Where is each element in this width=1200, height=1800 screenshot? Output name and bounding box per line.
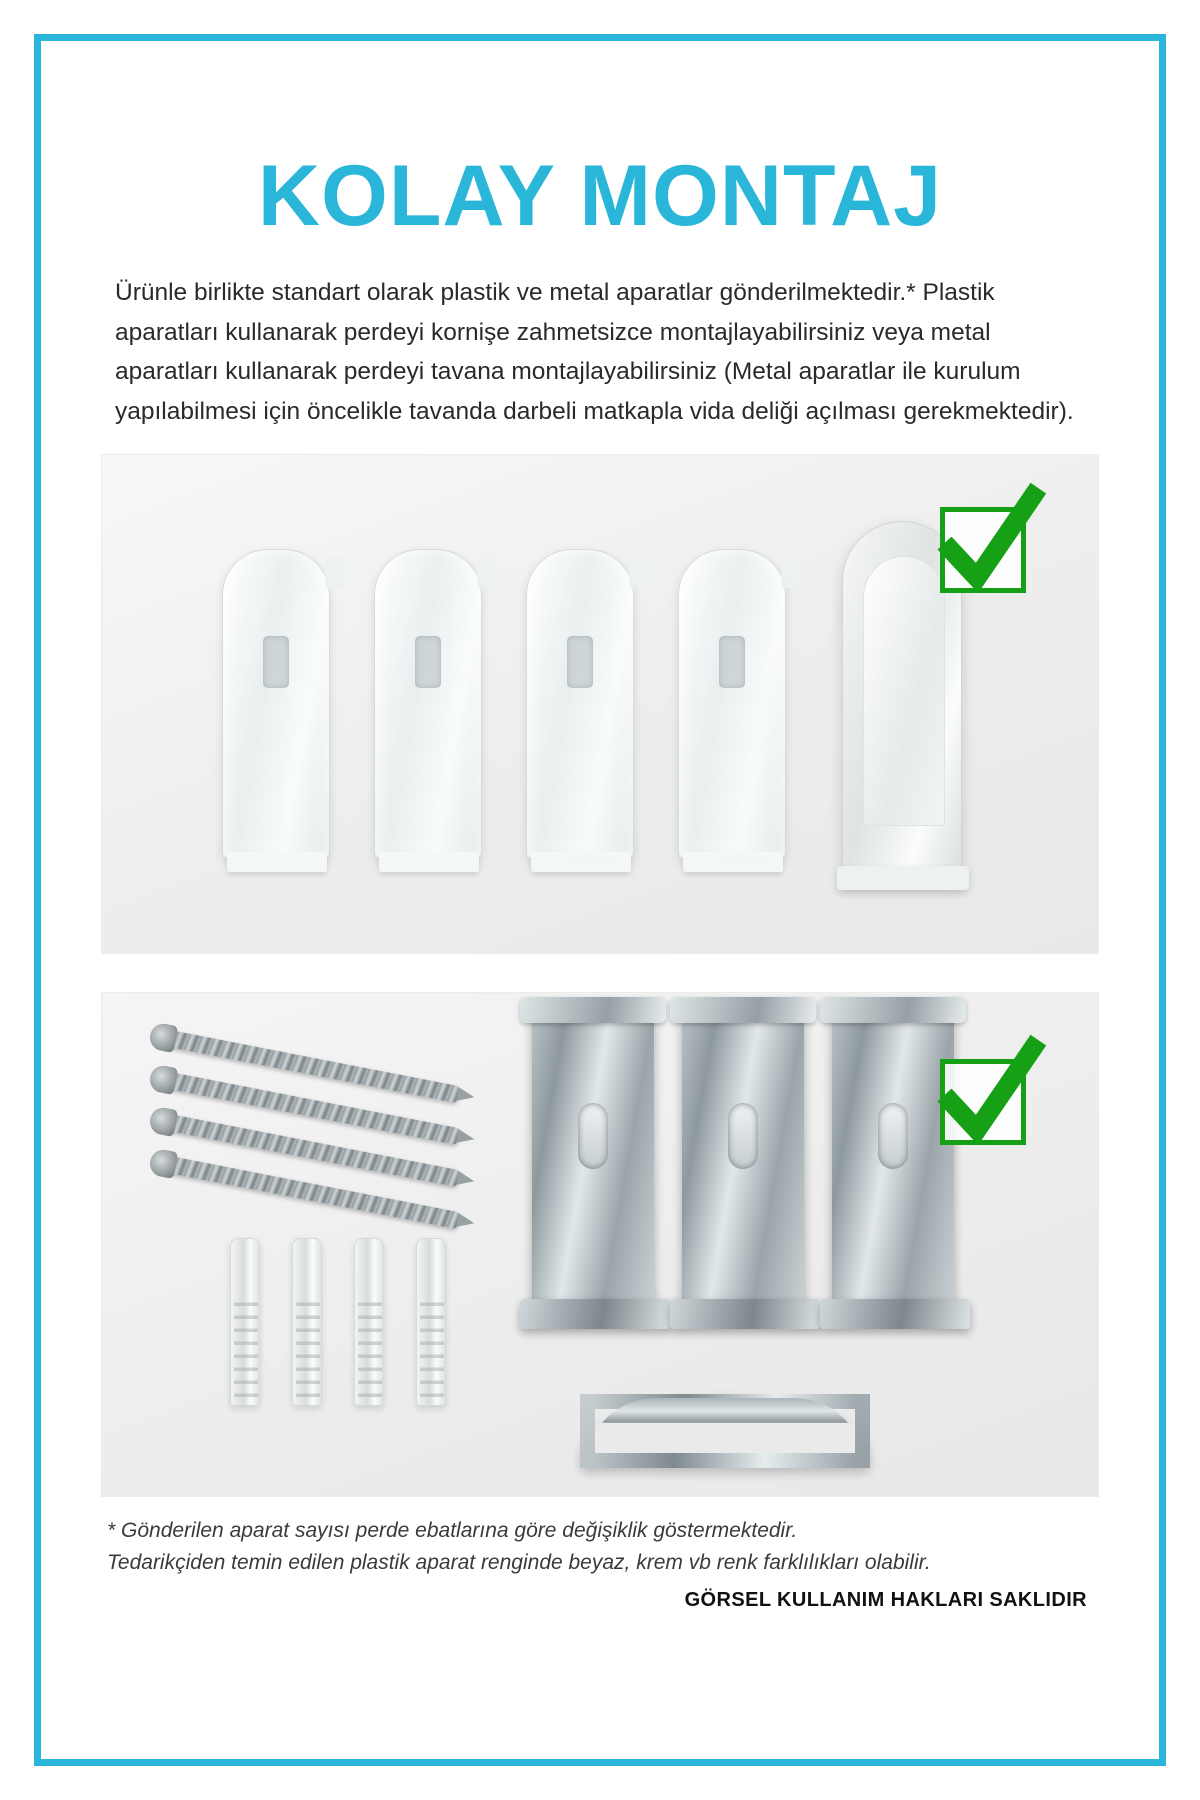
metal-bracket [682, 1011, 804, 1311]
plastic-clip [678, 549, 786, 859]
wall-plug [354, 1238, 384, 1406]
footnote-line-1: * Gönderilen aparat sayısı perde ebatlarına göre değişiklik göstermektedir. [107, 1518, 798, 1542]
metal-bracket [532, 1011, 654, 1311]
page-title: KOLAY MONTAJ [257, 148, 943, 244]
plastic-clip [222, 549, 330, 859]
plastic-parts-photo [101, 454, 1099, 954]
poster-frame [34, 34, 1166, 1766]
footnote-line-2: Tedarikçiden temin edilen plastik aparat renginde beyaz, krem vb renk farklılıkları olabilir. [107, 1550, 931, 1574]
wall-plug [230, 1238, 260, 1406]
metal-parts-photo [101, 992, 1099, 1497]
intro-paragraph: Ürünle birlikte standart olarak plastik ve metal aparatlar gönderilmektedir.* Plastik aparatları kullanarak perdeyi kornişe zahmetsizce montajlayabilirsiniz veya metal aparatları kullanarak perdeyi tavana montajlayabilirsiniz (Metal aparatlar ile kurulum yapılabilmesi için öncelikle tavanda darbeli matkapla vida deliği açılması gerekmektedir). [115, 279, 1074, 426]
check-icon [929, 1032, 1049, 1152]
plastic-clip [374, 549, 482, 859]
wall-plug [416, 1238, 446, 1406]
copyright-notice: GÖRSEL KULLANIM HAKLARI SAKLIDIR [684, 1588, 1087, 1611]
check-box-plastic [940, 507, 1026, 593]
check-box-metal [940, 1059, 1026, 1145]
check-icon [929, 480, 1049, 600]
metal-curved-clip [580, 1374, 870, 1470]
footnotes [101, 1519, 1099, 1612]
wall-plug [292, 1238, 322, 1406]
plastic-clip [526, 549, 634, 859]
